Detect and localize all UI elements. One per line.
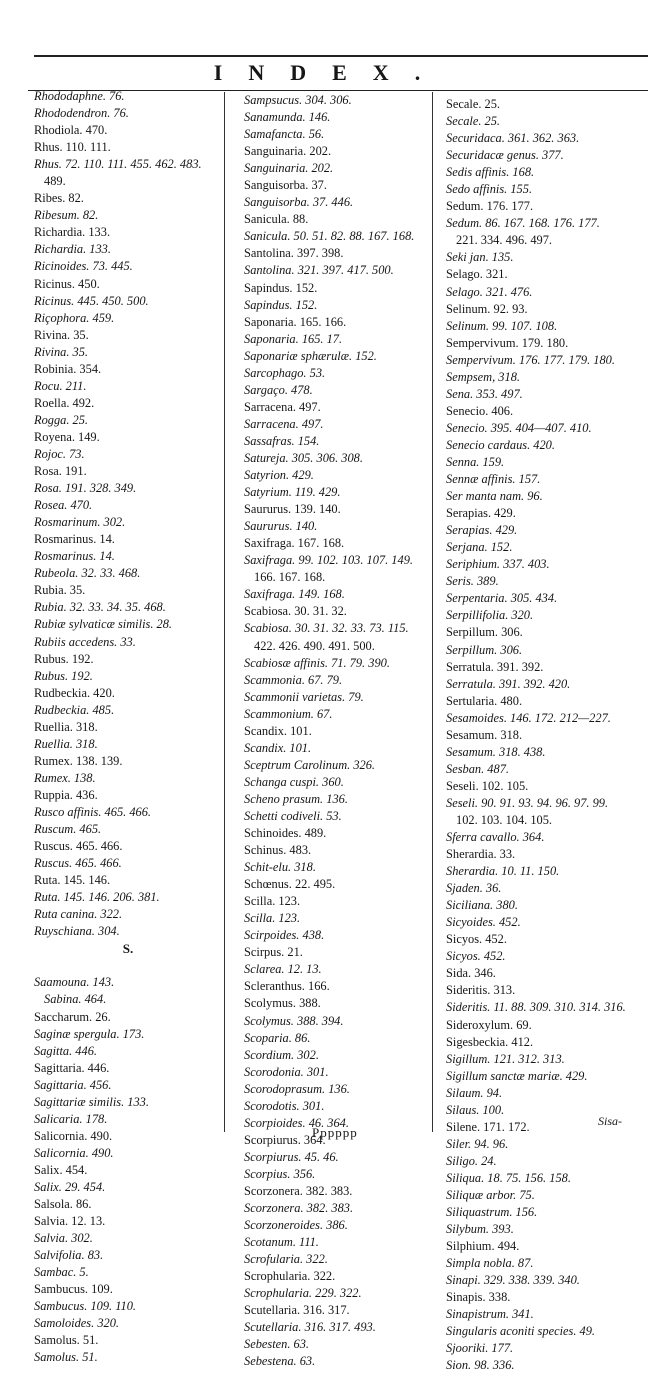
- index-entry: Sennæ affinis. 157.: [446, 472, 541, 487]
- index-entry: Sclarea. 12. 13.: [244, 962, 322, 977]
- index-entry: Ribes. 82.: [34, 191, 84, 206]
- index-entry: Seki jan. 135.: [446, 250, 514, 265]
- index-entry: Rubeola. 32. 33. 468.: [34, 566, 141, 581]
- index-entry-continuation: 422. 426. 490. 491. 500.: [254, 638, 375, 653]
- index-entry: Sesban. 487.: [446, 761, 509, 776]
- index-entry: Silaum. 94.: [446, 1085, 503, 1100]
- index-entry: Rhus. 110. 111.: [34, 140, 111, 155]
- index-entry: Rosmarinum. 302.: [34, 515, 126, 530]
- index-entry: Senecio. 395. 404—407. 410.: [446, 420, 592, 435]
- catchword: Sisa-: [598, 1114, 622, 1128]
- index-entry: Rubiis accedens. 33.: [34, 634, 136, 649]
- index-entry: Rosmarinus. 14.: [34, 532, 115, 547]
- index-entry: Ruta. 145. 146. 206. 381.: [34, 890, 160, 905]
- index-entry: Sesamoides. 146. 172. 212—227.: [446, 710, 611, 725]
- index-entry: Rosmarinus. 14.: [34, 549, 115, 564]
- index-entry: Sambac. 5.: [34, 1265, 89, 1280]
- index-entry: Ruyschiana. 304.: [34, 924, 120, 939]
- index-entry: Selago. 321.: [446, 267, 508, 282]
- index-entry: Schinus. 483.: [244, 843, 312, 858]
- index-entry: Sapindus. 152.: [244, 280, 318, 295]
- index-entry: Scilla. 123.: [244, 894, 301, 909]
- index-entry: Sideritis. 313.: [446, 983, 516, 998]
- index-entry: Sapindus. 152.: [244, 297, 318, 312]
- index-entry: Secale. 25.: [446, 114, 501, 129]
- index-entry-continuation: 489.: [44, 174, 66, 189]
- index-entry: Saururus. 140.: [244, 519, 318, 534]
- index-entry: Sferra cavallo. 364.: [446, 830, 545, 845]
- index-entry: Sideritis. 11. 88. 309. 310. 314. 316.: [446, 1000, 626, 1015]
- index-entry: Ricinoides. 73. 445.: [34, 259, 133, 274]
- index-entry: Seseli. 102. 105.: [446, 778, 529, 793]
- index-entry: Scorzonera. 382. 383.: [244, 1201, 354, 1216]
- index-entry: Rubus. 192.: [34, 651, 94, 666]
- index-entry: Serratula. 391. 392. 420.: [446, 676, 571, 691]
- index-entry: Serpentaria. 305. 434.: [446, 591, 558, 606]
- index-entry: Sideroxylum. 69.: [446, 1017, 532, 1032]
- index-entry: Sarcophago. 53.: [244, 365, 326, 380]
- index-entry: Sagitta. 446.: [34, 1043, 97, 1058]
- index-entry: Sagittaria. 446.: [34, 1060, 110, 1075]
- index-entry: Saxifraga. 167. 168.: [244, 536, 345, 551]
- section-letter: S.: [122, 941, 134, 957]
- index-entry: Sempsem, 318.: [446, 369, 520, 384]
- index-entry: Rudbeckia. 420.: [34, 685, 115, 700]
- index-entry: Saccharum. 26.: [34, 1009, 111, 1024]
- index-entry: Scolymus. 388. 394.: [244, 1013, 344, 1028]
- index-entry: Rivina. 35.: [34, 344, 89, 359]
- index-entry: Selinum. 92. 93.: [446, 301, 528, 316]
- index-entry: Rhododendron. 76.: [34, 106, 129, 121]
- index-entry: Sinapis. 338.: [446, 1290, 511, 1305]
- index-entry: Sassafras. 154.: [244, 433, 320, 448]
- index-entry: Sanicula. 50. 51. 82. 88. 167. 168.: [244, 229, 415, 244]
- index-entry: Saamouna. 143.: [34, 975, 115, 990]
- index-entry: Serratula. 391. 392.: [446, 659, 544, 674]
- index-entry: Sanguinaria. 202.: [244, 144, 332, 159]
- index-entry: Siligo. 24.: [446, 1153, 497, 1168]
- index-entry: Robinia. 354.: [34, 361, 102, 376]
- index-entry: Schetti codiveli. 53.: [244, 808, 342, 823]
- index-entry: Seriphium. 337. 403.: [446, 557, 550, 572]
- index-entry: Seseli. 90. 91. 93. 94. 96. 97. 99.: [446, 795, 609, 810]
- index-entry: Scoparia. 86.: [244, 1030, 311, 1045]
- index-entry: Serapias. 429.: [446, 506, 516, 521]
- index-entry: Seris. 389.: [446, 574, 499, 589]
- index-entry: Senecio cardaus. 420.: [446, 437, 555, 452]
- index-entry: Saginæ spergula. 173.: [34, 1026, 145, 1041]
- index-entry: Sedo affinis. 155.: [446, 182, 533, 197]
- index-entry: Scilla. 123.: [244, 911, 301, 926]
- index-entry: Scammonium. 67.: [244, 706, 333, 721]
- index-entry: Ruellia. 318.: [34, 736, 98, 751]
- index-entry: Scammonia. 67. 79.: [244, 672, 343, 687]
- index-entry: Sinapistrum. 341.: [446, 1307, 534, 1322]
- index-entry: Salix. 29. 454.: [34, 1180, 106, 1194]
- index-entry: Sceptrum Carolinum. 326.: [244, 757, 376, 772]
- index-entry: Sesamum. 318.: [446, 727, 523, 742]
- index-entry: Sarracena. 497.: [244, 416, 324, 431]
- index-entry: Rudbeckia. 485.: [34, 702, 115, 717]
- index-entry: Siliqua. 18. 75. 156. 158.: [446, 1170, 571, 1185]
- column-divider: [432, 92, 433, 1132]
- index-entry: Secale. 25.: [446, 97, 501, 111]
- index-entry: Rumex. 138. 139.: [34, 753, 123, 768]
- index-entry: Samafancta. 56.: [244, 127, 325, 142]
- index-entry: Ruscum. 465.: [34, 822, 102, 837]
- index-entry: Schœnus. 22. 495.: [244, 877, 336, 892]
- index-entry: Scandix. 101.: [244, 740, 312, 755]
- index-entry: Scabiosa. 30. 31. 32.: [244, 604, 347, 619]
- index-entry: Serjana. 152.: [446, 540, 513, 555]
- index-entry: Sanguisorba. 37. 446.: [244, 195, 354, 210]
- index-entry: Rusco affinis. 465. 466.: [34, 804, 152, 819]
- index-entry: Ruscus. 465. 466.: [34, 856, 122, 871]
- index-entry: Scandix. 101.: [244, 723, 312, 738]
- index-entry: Simpla nobla. 87.: [446, 1256, 534, 1271]
- index-entry-continuation: 102. 103. 104. 105.: [456, 812, 553, 827]
- index-entry: Serpillifolia. 320.: [446, 608, 534, 623]
- index-entry: Satureja. 305. 306. 308.: [244, 450, 363, 465]
- index-entry: Sherardia. 10. 11. 150.: [446, 864, 560, 879]
- index-entry: Sena. 353. 497.: [446, 386, 523, 401]
- index-entry: Sion. 98. 336.: [446, 1358, 515, 1373]
- index-entry: Salsola. 86.: [34, 1197, 92, 1212]
- index-entry: Saururus. 139. 140.: [244, 502, 341, 517]
- index-entry: Siliquastrum. 156.: [446, 1205, 538, 1220]
- index-entry: Silybum. 393.: [446, 1222, 514, 1237]
- index-entry: Scleranthus. 166.: [244, 979, 330, 994]
- index-entry: Roella. 492.: [34, 395, 95, 410]
- index-entry: Satyrium. 119. 429.: [244, 485, 341, 500]
- index-entry: Ricinus. 450.: [34, 276, 100, 291]
- index-entry: Sanguinaria. 202.: [244, 161, 334, 176]
- index-entry: Saponariæ sphærulæ. 152.: [244, 348, 377, 363]
- index-entry: Scorzoneroides. 386.: [244, 1218, 348, 1233]
- index-entry: Rivina. 35.: [34, 327, 89, 342]
- index-entry: Richardia. 133.: [34, 225, 111, 240]
- index-entry: Sigesbeckia. 412.: [446, 1034, 534, 1049]
- index-entry: Scutellaria. 316. 317. 493.: [244, 1320, 376, 1335]
- index-entry: Sempervivum. 179. 180.: [446, 335, 569, 350]
- index-entry: Santolina. 321. 397. 417. 500.: [244, 263, 394, 278]
- index-entry: Securidaca. 361. 362. 363.: [446, 131, 580, 146]
- index-entry: Sertularia. 480.: [446, 693, 523, 708]
- index-entry: Sanguisorba. 37.: [244, 178, 327, 193]
- index-entry: Sesamum. 318. 438.: [446, 744, 546, 759]
- index-entry: Scorodotis. 301.: [244, 1098, 325, 1113]
- index-entry: Scorodonia. 301.: [244, 1064, 329, 1079]
- index-entry: Salvifolia. 83.: [34, 1248, 104, 1263]
- index-entry: Scirpus. 21.: [244, 945, 303, 960]
- index-entry: Ruppia. 436.: [34, 787, 98, 802]
- index-entry: Silene. 171. 172.: [446, 1119, 530, 1134]
- index-entry: Sambucus. 109. 110.: [34, 1299, 136, 1314]
- index-entry: Ricinus. 445. 450. 500.: [34, 293, 149, 308]
- index-entry: Scolymus. 388.: [244, 996, 321, 1011]
- index-entry: Salvia. 12. 13.: [34, 1214, 106, 1229]
- page-header: INDEX.: [213, 60, 447, 85]
- index-entry: Sigillum sanctæ mariæ. 429.: [446, 1068, 588, 1083]
- index-entry: Sicyos. 452.: [446, 932, 507, 947]
- index-entry: Scorpiurus. 364.: [244, 1132, 326, 1147]
- index-entry: Samolus. 51.: [34, 1333, 99, 1348]
- column-divider: [224, 92, 225, 1132]
- index-entry: [34, 957, 222, 974]
- index-entry-continuation: Sabina. 464.: [44, 992, 107, 1007]
- index-entry: Schanga cuspi. 360.: [244, 774, 344, 789]
- index-entry: Sanicula. 88.: [244, 212, 309, 227]
- index-entry: Serpillum. 306.: [446, 625, 523, 640]
- index-entry: Sjaden. 36.: [446, 881, 502, 896]
- index-entry: Scorodoprasum. 136.: [244, 1081, 350, 1096]
- index-entry: Salicornia. 490.: [34, 1145, 114, 1160]
- index-entry: Scutellaria. 316. 317.: [244, 1303, 350, 1318]
- index-entry: Sida. 346.: [446, 966, 496, 981]
- index-entry: Sedum. 86. 167. 168. 176. 177.: [446, 216, 600, 231]
- index-entry: Rubia. 32. 33. 34. 35. 468.: [34, 600, 166, 615]
- index-entry: Samolus. 51.: [34, 1350, 98, 1365]
- index-entry: Siliquæ arbor. 75.: [446, 1188, 535, 1202]
- index-entry: Sagittariæ similis. 133.: [34, 1094, 149, 1109]
- index-entry: Scotanum. 111.: [244, 1235, 319, 1250]
- index-entry: Scabiosa. 30. 31. 32. 33. 73. 115.: [244, 621, 409, 636]
- index-entry: Sebestena. 63.: [244, 1354, 316, 1369]
- index-entry: Sicyoides. 452.: [446, 915, 521, 930]
- index-entry: Samoloides. 320.: [34, 1316, 120, 1331]
- index-entry: Scrophularia. 322.: [244, 1269, 336, 1284]
- top-rule: [34, 55, 648, 57]
- index-entry-continuation: 166. 167. 168.: [254, 570, 326, 585]
- index-entry: Ruta. 145. 146.: [34, 873, 111, 888]
- index-entry: Silphium. 494.: [446, 1239, 520, 1254]
- index-entry: Siler. 94. 96.: [446, 1136, 509, 1151]
- index-entry: Sedis affinis. 168.: [446, 165, 535, 180]
- index-entry: Saponaria. 165. 17.: [244, 331, 343, 346]
- index-entry: Salicaria. 178.: [34, 1111, 108, 1126]
- index-entry: Rhododaphne. 76.: [34, 89, 125, 103]
- index-entry: Rojoc. 73.: [34, 446, 85, 461]
- index-column-1: [34, 88, 222, 1367]
- index-entry: Scorpiurus. 45. 46.: [244, 1149, 339, 1164]
- index-entry: Sampsucus. 304. 306.: [244, 93, 352, 107]
- index-entry: Rubus. 192.: [34, 668, 93, 683]
- index-entry: Rogga. 25.: [34, 412, 89, 427]
- index-entry: Scorpius. 356.: [244, 1166, 316, 1181]
- index-entry: Scrofularia. 322.: [244, 1252, 328, 1267]
- index-entry: Scheno prasum. 136.: [244, 791, 348, 806]
- index-entry: Richardia. 133.: [34, 242, 111, 257]
- index-column-2: [244, 92, 430, 1371]
- index-entry: Selago. 321. 476.: [446, 284, 533, 299]
- index-entry: Sarracena. 497.: [244, 399, 321, 414]
- index-entry: Sicyos. 452.: [446, 949, 506, 964]
- index-entry: Sanamunda. 146.: [244, 110, 331, 125]
- index-entry: Saponaria. 165. 166.: [244, 314, 347, 329]
- index-entry: Scrophularia. 229. 322.: [244, 1286, 362, 1301]
- index-entry: Scammonii varietas. 79.: [244, 689, 364, 704]
- index-entry: Rhus. 72. 110. 111. 455. 462. 483.: [34, 157, 202, 172]
- index-entry: Siciliana. 380.: [446, 898, 518, 913]
- index-entry: Sambucus. 109.: [34, 1282, 113, 1297]
- index-entry: Salvia. 302.: [34, 1231, 93, 1246]
- index-entry: Securidacæ genus. 377.: [446, 148, 564, 163]
- index-entry: Scabiosæ affinis. 71. 79. 390.: [244, 655, 390, 670]
- index-entry: Saxifraga. 149. 168.: [244, 587, 345, 602]
- index-entry: Rubia. 35.: [34, 583, 86, 598]
- index-entry: Rosa. 191. 328. 349.: [34, 481, 137, 496]
- index-entry: Sigillum. 121. 312. 313.: [446, 1051, 565, 1066]
- index-entry: Selinum. 99. 107. 108.: [446, 318, 558, 333]
- index-entry: Silaus. 100.: [446, 1102, 505, 1117]
- index-entry: Sedum. 176. 177.: [446, 199, 534, 214]
- index-entry: Rocu. 211.: [34, 378, 87, 393]
- index-entry: Sjooriki. 177.: [446, 1341, 514, 1356]
- signature-mark: Pppppp: [312, 1125, 358, 1140]
- index-entry: Scorzonera. 382. 383.: [244, 1184, 353, 1198]
- index-entry: Ruta canina. 322.: [34, 907, 123, 922]
- index-entry: Salicornia. 490.: [34, 1128, 113, 1143]
- index-entry: Satyrion. 429.: [244, 468, 314, 483]
- index-entry: Singularis aconiti species. 49.: [446, 1324, 596, 1339]
- index-entry: Sagittaria. 456.: [34, 1077, 112, 1092]
- index-entry: Rumex. 138.: [34, 770, 96, 785]
- index-entry: Sinapi. 329. 338. 339. 340.: [446, 1273, 580, 1288]
- index-entry: Rosea. 470.: [34, 498, 93, 513]
- index-entry: Serpillum. 306.: [446, 642, 523, 657]
- index-entry: Sempervivum. 176. 177. 179. 180.: [446, 352, 615, 367]
- index-entry-continuation: 221. 334. 496. 497.: [456, 233, 553, 248]
- index-entry: Sargaço. 478.: [244, 382, 313, 397]
- index-entry: Royena. 149.: [34, 429, 100, 444]
- index-entry: Ser manta nam. 96.: [446, 489, 543, 504]
- index-entry: Senna. 159.: [446, 454, 505, 469]
- index-entry: Rhodiola. 470.: [34, 123, 108, 138]
- index-entry: Rubiæ sylvaticæ similis. 28.: [34, 617, 173, 632]
- index-entry: Scordium. 302.: [244, 1047, 319, 1062]
- index-entry: Scirpoides. 438.: [244, 928, 325, 943]
- index-entry: Serapias. 429.: [446, 523, 518, 538]
- index-column-3: [446, 96, 646, 1375]
- index-entry: Salix. 454.: [34, 1162, 88, 1177]
- index-entry: Sebesten. 63.: [244, 1337, 310, 1352]
- index-entry: Riçophora. 459.: [34, 310, 115, 325]
- index-entry: Scorpioides. 46. 364.: [244, 1115, 349, 1130]
- index-entry: Rosa. 191.: [34, 464, 87, 479]
- index-entry: Schinoides. 489.: [244, 826, 327, 841]
- index-entry: Ruellia. 318.: [34, 719, 98, 734]
- index-entry: Schit-elu. 318.: [244, 860, 316, 875]
- index-entry: Senecio. 406.: [446, 403, 514, 418]
- index-entry: Ribesum. 82.: [34, 208, 99, 223]
- index-entry: Ruscus. 465. 466.: [34, 839, 123, 854]
- index-entry: Santolina. 397. 398.: [244, 246, 344, 261]
- index-entry: Saxifraga. 99. 102. 103. 107. 149.: [244, 553, 413, 568]
- index-entry: Sherardia. 33.: [446, 847, 516, 862]
